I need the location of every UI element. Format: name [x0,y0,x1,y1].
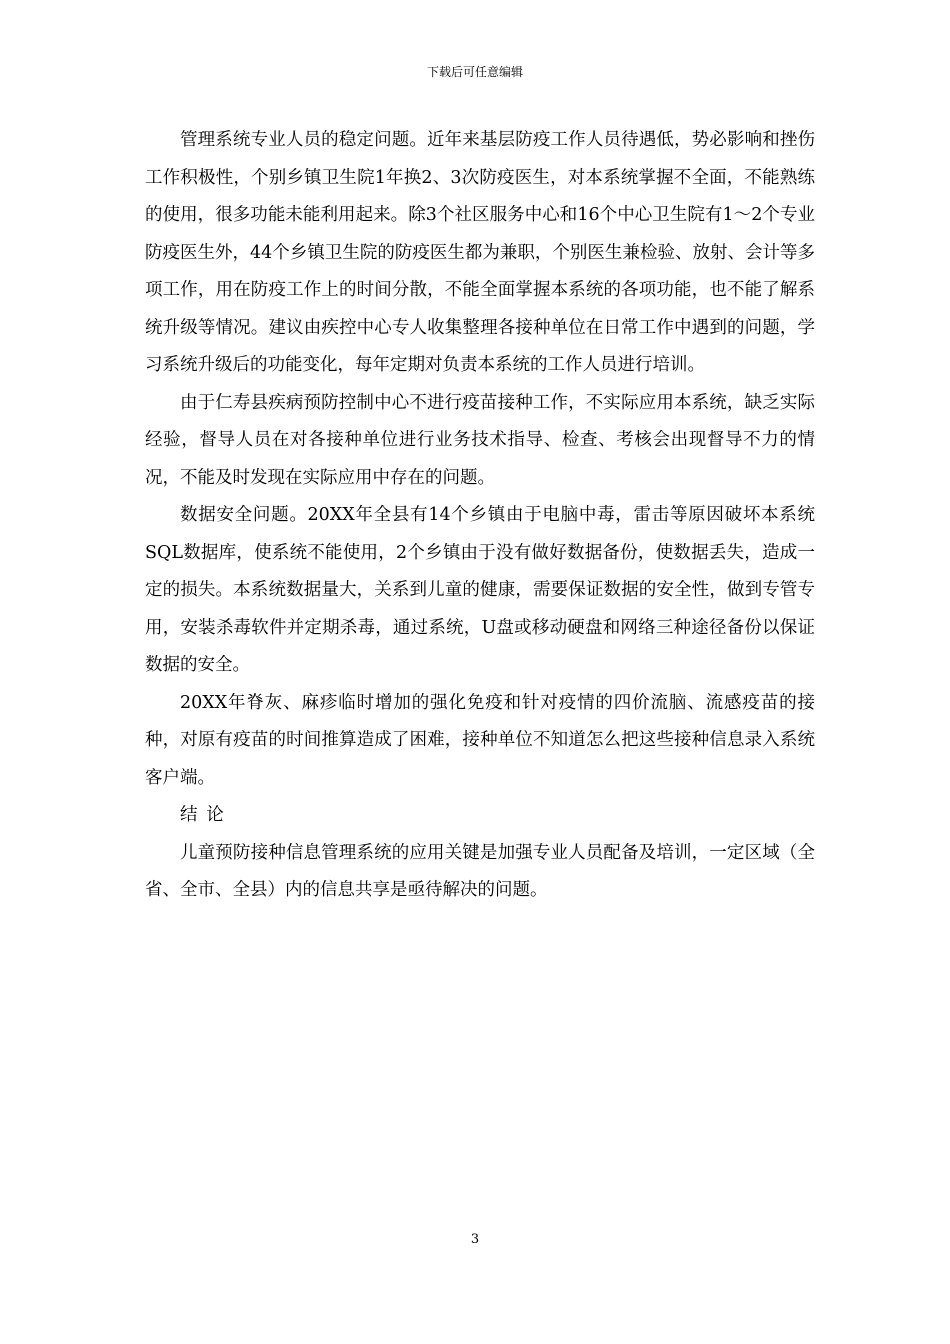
page-header: 下载后可任意编辑 [426,65,523,79]
page-number: 3 [470,1232,480,1247]
paragraph-cdc-supervision: 由于仁寿县疾病预防控制中心不进行疫苗接种工作，不实际应用本系统，缺乏实际经验，督导人员在对各接种单位进行业务技术指导、检查、考核会出现督导不力的情况，不能及时发现在实际应用中存在的问题。 [145,392,815,488]
document-body [145,122,815,910]
paragraph-staff-stability: 管理系统专业人员的稳定问题。近年来基层防疫工作人员待遇低，势必影响和挫伤工作积极性，个别乡镇卫生院1年换2、3次防疫医生，对本系统掌握不全面，不能熟练的使用，很多功能未能利用起来。除3个社区服务中心和16个中心卫生院有1～2个专业防疫医生外，44个乡镇卫生院的防疫医生都为兼职，个别医生兼检验、放射、会计等多项工作，用在防疫工作上的时间分散，不能全面掌握本系统的各项功能，也不能了解系统升级等情况。建议由疾控中心专人收集整理各接种单位在日常工作中遇到的问题，学习系统升级后的功能变化，每年定期对负责本系统的工作人员进行培训。 [145,130,815,375]
paragraph-data-security: 数据安全问题。20XX年全县有14个乡镇由于电脑中毒，雷击等原因破坏本系统SQL数据库，使系统不能使用，2个乡镇由于没有做好数据备份，使数据丢失，造成一定的损失。本系统数据量大，关系到儿童的健康，需要保证数据的安全性，做到专管专用，安装杀毒软件并定期杀毒，通过系统，U盘或移动硬盘和网络三种途径备份以保证数据的安全。 [145,505,815,675]
paragraph-vaccine-scheduling: 20XX年脊灰、麻疹临时增加的强化免疫和针对疫情的四价流脑、流感疫苗的接种，对原有疫苗的时间推算造成了困难，接种单位不知道怎么把这些接种信息录入系统客户端。 [145,692,815,788]
conclusion-paragraph: 儿童预防接种信息管理系统的应用关键是加强专业人员配备及培训，一定区域（全省、全市、全县）内的信息共享是亟待解决的问题。 [145,842,815,900]
conclusion-heading: 结论 [180,805,233,825]
